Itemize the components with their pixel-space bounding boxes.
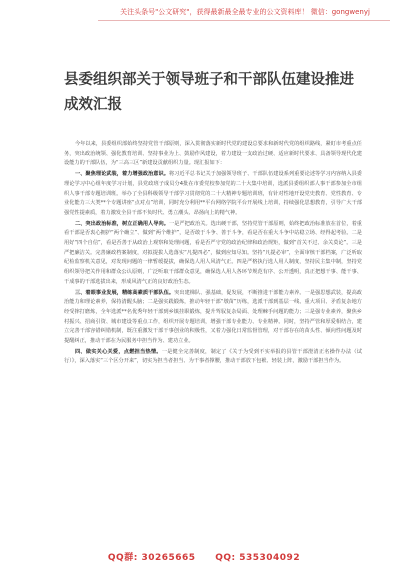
paragraph-section-1: 一、聚焦理论武装，着力增强政治意识。将习近平总书记关于加强领导班子、干部队伍建设系列重要论述等学习内容纳入县委理论学习中心组年度学习计划，县党政班子成员分4批在市委党校参加党的二十大集中培训，选派县委组织部人事干部参加全市组织人事干部专题培训班。举办了全县科级领导干部学习贯彻党的二十大精神专题培训班，有针对性地开设党史教育、党性教育、专业化能力三大类**个专题讲座“点对点”培训，同时充分利用**平台网络学院平台开展线上培训，持续强化思想教育，引导广大干部强党性提素质，着力激发全县干部不负时代、勇立潮头、昂扬向上的精气神。	[64, 171, 362, 216]
footer-qq: QQ: 535304092	[215, 553, 301, 563]
section-heading: 四、做实关心关爱，点燃担当热情。	[75, 348, 162, 355]
section-heading: 一、聚焦理论武装，着力增强政治意识。	[75, 171, 169, 178]
footer-qq-group: QQ群: 30265665	[107, 553, 196, 563]
section-heading: 二、突出政治标准，树立正确用人导向。	[75, 220, 169, 227]
paragraph-intro: 今年以来，县委组织部始终坚持党管干部原则，深入贯彻落实新时代党的建设总要求和新时代党的组织路线，紧盯市考重点任务，突出政治统领、强化教育培训、坚持事业为上、鼓励作风建设，着力建设一支政治过硬、适应新时代要求、具备领导现代化建设能力的干部队伍，为“三高三区”新建设贡献组织力量。现汇报如下：	[64, 141, 362, 167]
header-banner	[0, 0, 408, 48]
paragraph-section-3: 三、着眼事业发展，精练高素质干部队伍。突出建梯队、强基础，促发展，不断推进干部能力素养。一是强思想武装，提高政治能力和理论素养，保持清醒头脑；二是强实践锻炼，推动年轻干部“墩苗”历练，选派干部到基层一线、重大项目、矛盾复杂地方经受摔打磨炼，全年选派**名优秀年轻干部到乡镇挂职锻炼，提升驾驭复杂局面、处理棘手问题的能力；三是强专业素养，聚焦乡村振兴、招商引资、城市建设等重点工作，组织开展专题培训，增强干部专业能力、专业精神。同时，坚持严管和厚爱相结合，建立完善干部容错纠错机制，既注重激发干部干事创业的积极性，又着力强化日常监督管理，对干部存在的苗头性、倾向性问题及时提醒纠正，推动干部在为民服务中担当作为、建功立业。	[64, 289, 362, 345]
section-heading: 三、着眼事业发展，精练高素质干部队伍。	[75, 289, 175, 296]
document-body	[64, 140, 362, 540]
document-title: 县委组织部关于领导班子和干部队伍建设推进成效汇报	[64, 72, 354, 113]
banner-text: 关注头条号"公文研究"，获得最新最全最专业的公文资料库！ 微信：gongwenyj	[120, 8, 370, 16]
paragraph-section-4: 四、做实关心关爱，点燃担当热情。一是健全完善制度，制定了《关于为受到不实举报的县管干部澄清正名操作办法（试行）》，深入落实“三个区分开来”，切实为担当者担当、为干事者撑腰，推动干部放下包袱、轻装上阵，激励干部担当作为。	[64, 348, 362, 365]
banner-divider	[98, 20, 390, 21]
paragraph-section-2: 二、突出政治标准，树立正确用人导向。一是严把政治关。选出硬干部，坚持党管干部原则，始终把政治标准放在首位，着重看干部是否衷心拥护“两个确立”、做到“两个维护”，是否敢于斗争、善于斗争，看是否在重大斗争中站稳立场、经得起考验。二是用好“四个自信”，看是否善于从政治上观察和处理问题，看是否严守党的政治纪律和政治规矩，做到“首关不过、余关莫论”。三是严把廉洁关。完善廉政档案制度，对拟提拔人选落实“凡提四必”，做到应知尽知。坚持“凡提必审”，全面审核干部档案，广泛听取纪检监察机关意见，对发现问题的一律暂缓提拔，确保选人用人风清气正。四是严格执行选人用人制度，坚持民主集中制，坚持党组织领导把关作用和群众公认原则，广泛听取干部群众意见，确保选人用人各环节规范有序、公开透明，真正把想干事、能干事、干成事的干部选拔出来，形成风清气正的良好政治生态。	[64, 220, 362, 285]
footer-contact	[0, 548, 408, 568]
